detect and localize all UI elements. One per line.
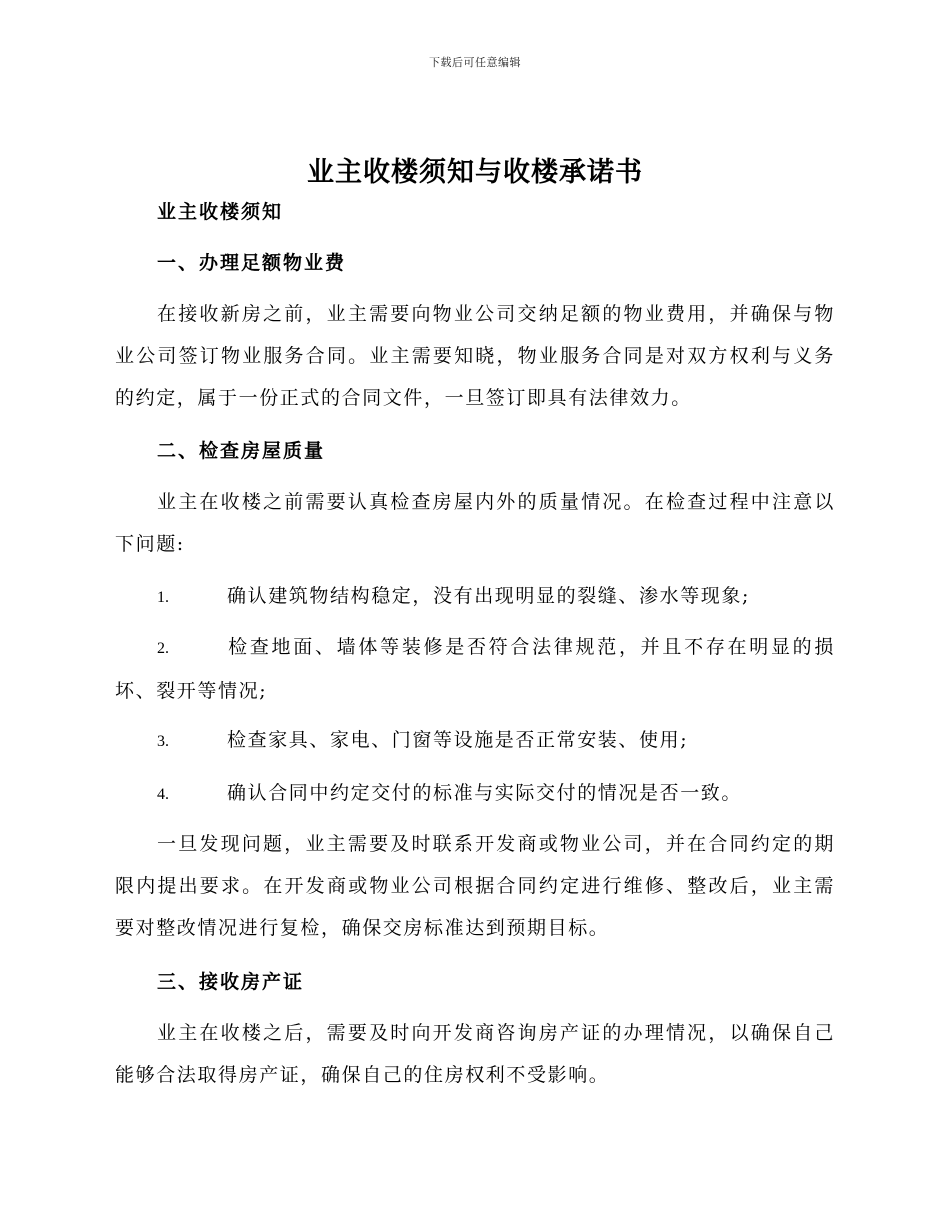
list-text: 确认建筑物结构稳定，没有出现明显的裂缝、渗水等现象; xyxy=(227,585,751,607)
paragraph-2: 业主在收楼之前需要认真检查房屋内外的质量情况。在检查过程中注意以下问题: xyxy=(115,491,835,555)
heading-3: 三、接收房产证 xyxy=(157,971,305,993)
list-item-1-block xyxy=(115,575,835,619)
list-number: 2. xyxy=(157,640,169,657)
heading-2-block xyxy=(115,430,835,472)
paragraph-1-block xyxy=(115,293,835,419)
list-item xyxy=(115,719,835,763)
list-item-3-block xyxy=(115,719,835,763)
list-item xyxy=(115,575,835,619)
list-number: 1. xyxy=(157,589,169,606)
list-number: 4. xyxy=(157,786,169,803)
paragraph-2-block xyxy=(115,481,835,565)
paragraph-1: 在接收新房之前，业主需要向物业公司交纳足额的物业费用，并确保与物业公司签订物业服务合同。业主需要知晓，物业服务合同是对双方权利与义务的约定，属于一份正式的合同文件，一旦签订即具有法律效力。 xyxy=(115,303,835,409)
header-note: 下载后可任意编辑 xyxy=(429,56,521,69)
paragraph-3: 一旦发现问题，业主需要及时联系开发商或物业公司，并在合同约定的期限内提出要求。在开发商或物业公司根据合同约定进行维修、整改后，业主需要对整改情况进行复检，确保交房标准达到预期目标。 xyxy=(115,833,835,939)
paragraph-4-block xyxy=(115,1012,835,1096)
document-title: 业主收楼须知与收楼承诺书 xyxy=(307,157,643,188)
list-text: 检查地面、墙体等装修是否符合法律规范，并且不存在明显的损坏、裂开等情况; xyxy=(115,636,835,702)
list-number: 3. xyxy=(157,733,169,750)
list-text: 检查家具、家电、门窗等设施是否正常安装、使用; xyxy=(227,729,689,751)
section-title: 业主收楼须知 xyxy=(157,201,284,223)
list-item-4-block xyxy=(115,772,835,816)
list-item xyxy=(115,772,835,816)
paragraph-3-block xyxy=(115,823,835,949)
heading-1-block xyxy=(115,242,835,284)
list-item-2-block xyxy=(115,626,835,712)
paragraph-4: 业主在收楼之后，需要及时向开发商咨询房产证的办理情况，以确保自己能够合法取得房产证，确保自己的住房权利不受影响。 xyxy=(115,1022,835,1086)
heading-2: 二、检查房屋质量 xyxy=(157,440,326,462)
heading-3-block xyxy=(115,961,835,1003)
section-title-block xyxy=(115,191,835,233)
heading-1: 一、办理足额物业费 xyxy=(157,252,347,274)
list-item xyxy=(115,626,835,712)
list-text: 确认合同中约定交付的标准与实际交付的情况是否一致。 xyxy=(227,782,743,804)
